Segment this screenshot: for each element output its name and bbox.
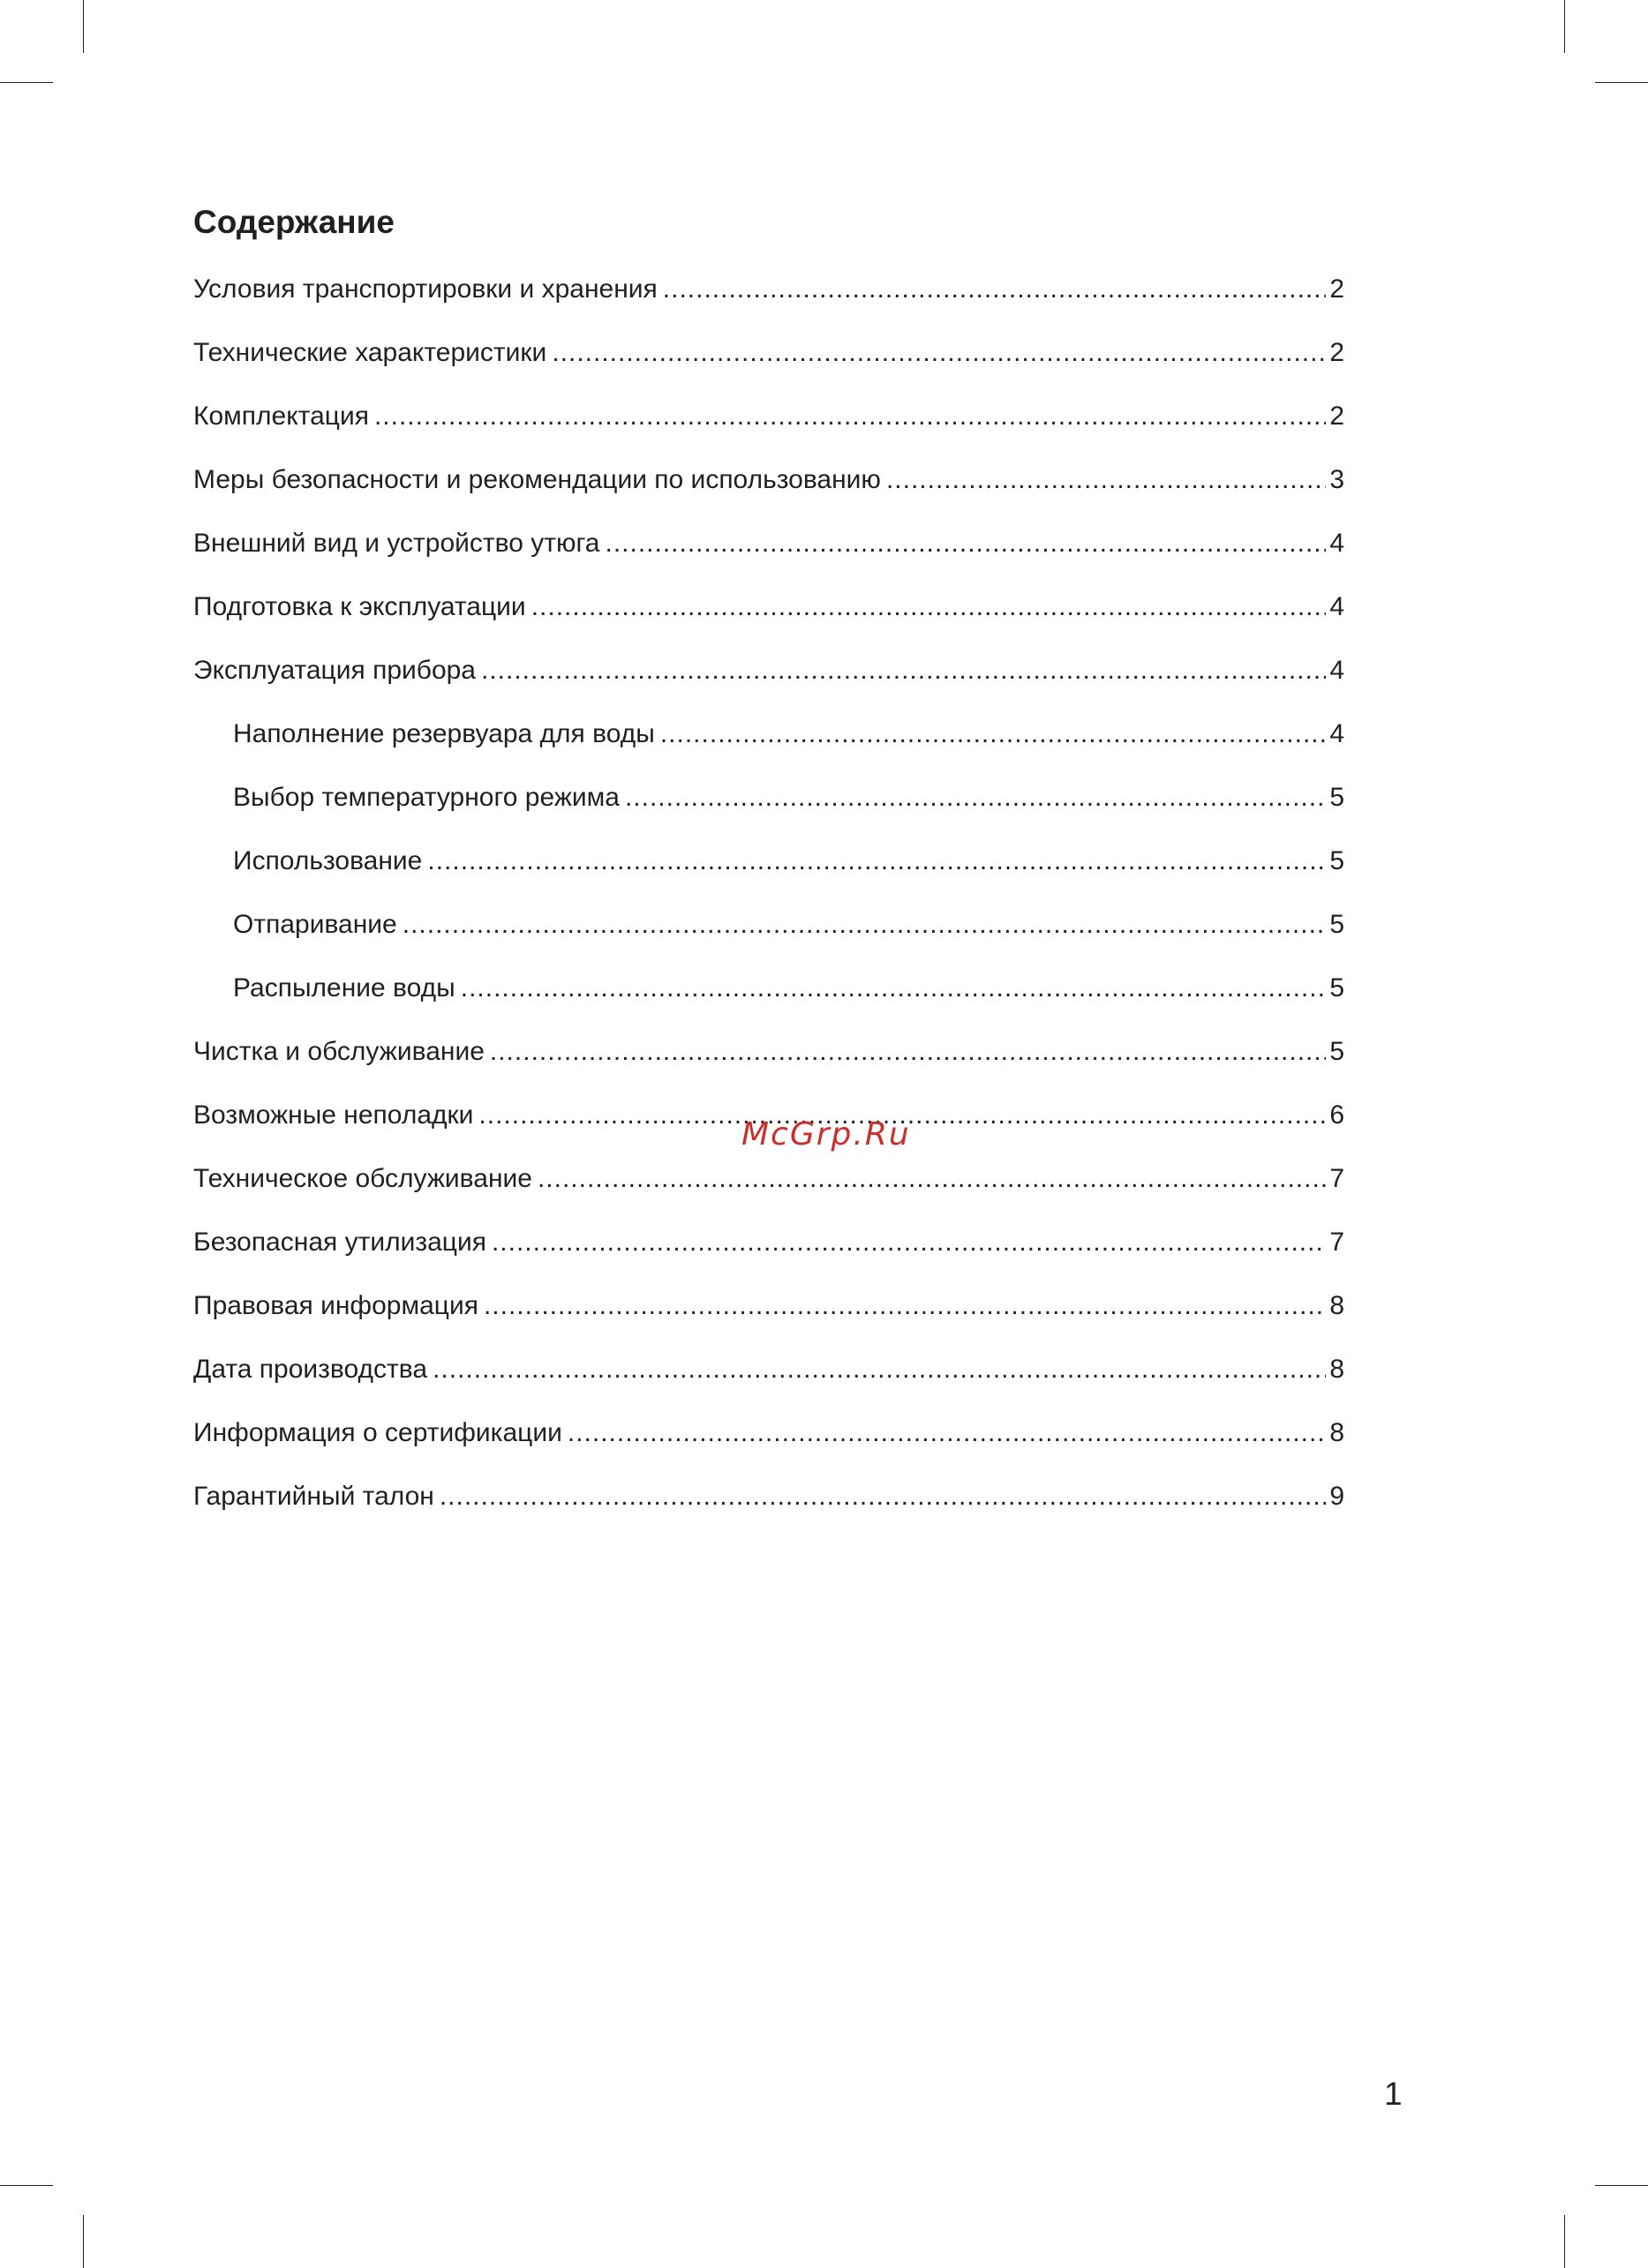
toc-entry — [193, 837, 1344, 900]
toc-dot-leader — [605, 519, 1326, 568]
toc-entry — [193, 1281, 1344, 1345]
toc-entry-title: Условия транспортировки и хранения — [193, 274, 658, 304]
toc-entry-title: Комплектация — [193, 402, 369, 431]
toc-entry-page-number: 5 — [1329, 783, 1344, 812]
toc-entry-title: Техническое обслуживание — [193, 1164, 532, 1193]
crop-mark-bottom-left-vertical — [83, 2215, 84, 2268]
crop-mark-bottom-right-horizontal — [1595, 2185, 1648, 2186]
watermark: McGrp.Ru — [741, 1116, 911, 1153]
toc-entry — [193, 455, 1344, 519]
toc-entry — [193, 1345, 1344, 1408]
toc-dot-leader — [663, 265, 1327, 314]
toc-entry-title: Информация о сертификации — [193, 1418, 562, 1447]
toc-entry-page-number: 2 — [1329, 274, 1344, 304]
toc-entry-link[interactable] — [193, 265, 1344, 314]
toc-entry-title: Выбор температурного режима — [233, 783, 620, 812]
toc-entry — [193, 1027, 1344, 1091]
toc-entry-page-number: 4 — [1329, 656, 1344, 685]
toc-entry-link[interactable] — [193, 1281, 1344, 1331]
toc-entry-page-number: 7 — [1329, 1228, 1344, 1257]
toc-dot-leader — [427, 837, 1326, 886]
toc-dot-leader — [568, 1408, 1326, 1458]
toc-entry — [193, 328, 1344, 392]
crop-mark-top-right-vertical — [1564, 0, 1565, 53]
toc-entry-page-number: 5 — [1329, 846, 1344, 875]
toc-entry-title: Технические характеристики — [193, 338, 547, 367]
toc-entry — [193, 900, 1344, 964]
toc-entry — [193, 964, 1344, 1027]
toc-entry-link[interactable] — [233, 773, 1344, 822]
toc-entry — [193, 519, 1344, 582]
toc-entry — [193, 646, 1344, 710]
toc-entry-page-number: 8 — [1329, 1291, 1344, 1320]
toc-dot-leader — [403, 900, 1327, 950]
toc-entry-link[interactable] — [193, 392, 1344, 441]
toc-entry-link[interactable] — [193, 328, 1344, 378]
toc-dot-leader — [625, 773, 1326, 822]
toc-entry-page-number: 4 — [1329, 719, 1344, 748]
toc-dot-leader — [552, 328, 1326, 378]
toc-entry — [193, 392, 1344, 455]
toc-entry-page-number: 2 — [1329, 402, 1344, 431]
toc-entry-title: Чистка и обслуживание — [193, 1037, 485, 1066]
toc-entry-page-number: 4 — [1329, 529, 1344, 558]
toc-entry-title: Меры безопасности и рекомендации по использованию — [193, 465, 881, 494]
toc-dot-leader — [481, 646, 1326, 695]
page-number: 1 — [1384, 2076, 1403, 2112]
toc-entry-link[interactable] — [193, 519, 1344, 568]
toc-entry-link[interactable] — [193, 455, 1344, 505]
toc-dot-leader — [531, 582, 1327, 632]
toc-entry — [193, 1408, 1344, 1472]
toc-entry-link[interactable] — [193, 1154, 1344, 1204]
toc-entry-page-number: 8 — [1329, 1418, 1344, 1447]
toc-entry — [193, 1472, 1344, 1536]
toc-entry-page-number: 5 — [1329, 910, 1344, 939]
toc-entry — [193, 1218, 1344, 1281]
toc-entry-page-number: 7 — [1329, 1164, 1344, 1193]
toc-entry-title: Внешний вид и устройство утюга — [193, 529, 600, 558]
toc-entry-link[interactable] — [233, 837, 1344, 886]
toc-entry-link[interactable] — [233, 964, 1344, 1013]
toc-entry-page-number: 2 — [1329, 338, 1344, 367]
toc-entry-title: Возможные неполадки — [193, 1100, 474, 1130]
toc-dot-leader — [484, 1281, 1326, 1331]
toc-entry — [193, 1154, 1344, 1218]
toc-title: Содержание — [193, 204, 395, 240]
toc-entry-page-number: 8 — [1329, 1355, 1344, 1384]
toc-entry-link[interactable] — [193, 1027, 1344, 1077]
toc-entry-title: Безопасная утилизация — [193, 1228, 486, 1257]
toc-dot-leader — [492, 1218, 1326, 1267]
toc-entry-title: Подготовка к эксплуатации — [193, 592, 526, 621]
toc-dot-leader — [461, 964, 1327, 1013]
toc-entry-title: Распыление воды — [233, 973, 455, 1003]
toc-entry-title: Использование — [233, 846, 423, 875]
toc-dot-leader — [886, 455, 1326, 505]
crop-mark-top-right-horizontal — [1595, 82, 1648, 83]
toc-entry — [193, 582, 1344, 646]
toc-entry — [193, 773, 1344, 837]
toc-entry-link[interactable] — [193, 1408, 1344, 1458]
toc-entry-title: Правовая информация — [193, 1291, 478, 1320]
toc-entry-page-number: 4 — [1329, 592, 1344, 621]
toc-entry-page-number: 5 — [1329, 1037, 1344, 1066]
toc-entry-title: Наполнение резервуара для воды — [233, 719, 655, 748]
toc-entry-title: Гарантийный талон — [193, 1482, 434, 1511]
crop-mark-top-left-horizontal — [0, 82, 53, 83]
toc-entry-title: Эксплуатация прибора — [193, 656, 476, 685]
toc-dot-leader — [433, 1345, 1326, 1394]
toc-entry-title: Отпаривание — [233, 910, 397, 939]
toc-entry-link[interactable] — [193, 1345, 1344, 1394]
toc-dot-leader — [440, 1472, 1326, 1521]
toc-dot-leader — [374, 392, 1326, 441]
crop-mark-bottom-right-vertical — [1564, 2215, 1565, 2268]
toc-entry-link[interactable] — [233, 710, 1344, 759]
toc-entry-page-number: 5 — [1329, 973, 1344, 1003]
toc-dot-leader — [538, 1154, 1326, 1204]
toc-entry-title: Дата производства — [193, 1355, 428, 1384]
toc-entry-page-number: 9 — [1329, 1482, 1344, 1511]
toc-entry — [193, 710, 1344, 773]
crop-mark-bottom-left-horizontal — [0, 2185, 53, 2186]
toc-entry-link[interactable] — [193, 1218, 1344, 1267]
toc-dot-leader — [490, 1027, 1326, 1077]
toc-entry-page-number: 6 — [1329, 1100, 1344, 1130]
toc-entry-page-number: 3 — [1329, 465, 1344, 494]
crop-mark-top-left-vertical — [83, 0, 84, 53]
table-of-contents — [193, 265, 1344, 1536]
toc-entry-link[interactable] — [193, 646, 1344, 695]
toc-entry-link[interactable] — [193, 582, 1344, 632]
toc-entry — [193, 265, 1344, 328]
toc-entry-link[interactable] — [233, 900, 1344, 950]
toc-entry-link[interactable] — [193, 1472, 1344, 1521]
toc-dot-leader — [660, 710, 1326, 759]
